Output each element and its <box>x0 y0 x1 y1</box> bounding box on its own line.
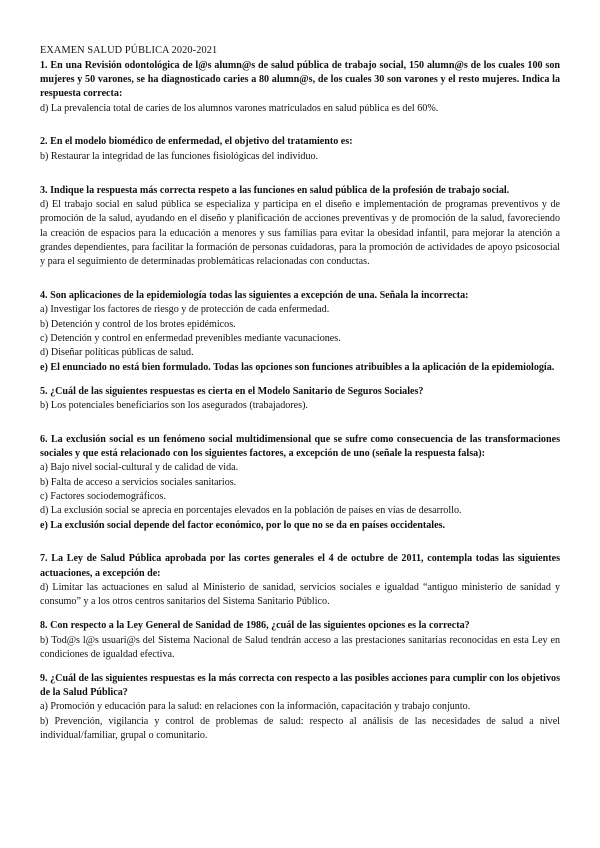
question-3 <box>40 184 560 270</box>
answer-text: b) Detención y control de los brotes epidémicos. <box>40 318 236 330</box>
question-2 <box>40 135 560 164</box>
answer-text: a) Bajo nivel social-cultural y de calidad de vida. <box>40 462 239 474</box>
answer-text: d) La exclusión social se aprecia en porcentajes elevados en la población de países en vías de desarrollo. <box>40 505 462 517</box>
answer-text: d) Limitar las actuaciones en salud al Ministerio de sanidad, servicios sociales e igualdad “antiguo ministerio de sanidad y consumo” y a los otros centros sanitarios del Sistema Sanitario Público. <box>40 582 560 608</box>
answer-text: d) El trabajo social en salud pública se especializa y participa en el diseño e implementación de programas preventivos y de promoción de la salud, ayudando en el diseño y planificación de acciones preventivas y de promoción de la salud, favoreciendo la creación de espacios para la educación a menores y sus familias para evitar la obesidad infantil, para mejorar la atención a grandes dependientes, para facilitar la formación de personas cuidadoras, para la promoción de actividades de apoyo psicosocial y para el seguimiento de determinadas problemáticas relacionadas con conductas. <box>40 198 560 268</box>
correct-answer-text: e) El enunciado no está bien formulado. Todas las opciones son funciones atribuibles a la aplicación de la epidemiología. <box>40 361 555 373</box>
answer-text: d) Diseñar políticas públicas de salud. <box>40 347 194 359</box>
question-4 <box>40 289 560 375</box>
question-9 <box>40 672 560 744</box>
question-text: 3. Indique la respuesta más correcta respeto a las funciones en salud pública de la profesión de trabajo social. <box>40 184 510 196</box>
question-7 <box>40 552 560 609</box>
question-text: 6. La exclusión social es un fenómeno social multidimensional que se sufre como consecuencia de las transformaciones sociales y que está relacionado con los siguientes factores, a excepción de uno (señale la respuesta falsa): <box>40 433 560 459</box>
question-8 <box>40 619 560 662</box>
answer-text: a) Promoción y educación para la salud: en relaciones con la información, capacitación y trabajo conjunto. <box>40 701 471 713</box>
answer-text: d) La prevalencia total de caries de los alumnos varones matriculados en salud pública es del 60%. <box>40 102 439 114</box>
answer-text: b) Falta de acceso a servicios sociales sanitarios. <box>40 476 237 488</box>
question-5 <box>40 385 560 414</box>
answer-text: b) Restaurar la integridad de las funciones fisiológicas del individuo. <box>40 150 319 162</box>
question-text: 9. ¿Cuál de las siguientes respuestas es la más correcta con respecto a las posibles acciones para cumplir con los objetivos de la Salud Pública? <box>40 672 560 699</box>
exam-title: EXAMEN SALUD PÚBLICA 2020-2021 <box>40 45 218 56</box>
answer-text: b) Los potenciales beneficiarios son los asegurados (trabajadores). <box>40 399 308 411</box>
answer-text: b) Tod@s l@s usuari@s del Sistema Nacional de Salud tendrán acceso a las prestaciones sanitarias reconocidas en esta Ley en condiciones de igualdad efectiva. <box>40 634 560 660</box>
question-text: 8. Con respecto a la Ley General de Sanidad de 1986, ¿cuál de las siguientes opciones es la correcta? <box>40 620 470 632</box>
answer-text: c) Factores sociodemográficos. <box>40 490 166 502</box>
question-6 <box>40 433 560 533</box>
correct-answer-text: e) La exclusión social depende del factor económico, por lo que no se da en países occidentales. <box>40 519 446 531</box>
question-text: 7. La Ley de Salud Pública aprobada por las cortes generales el 4 de octubre de 2011, contempla todas las siguientes actuaciones, a excepción de: <box>40 553 560 579</box>
question-text: 1. En una Revisión odontológica de l@s alumn@s de salud pública de trabajo social, 150 alumn@s de los cuales 100 son mujeres y 50 varones, se ha diagnosticado caries a 80 alumn@s, de los cuales 30 son varones y el resto mujeres. Indica la respuesta correcta: <box>40 59 560 100</box>
answer-text: c) Detención y control en enfermedad prevenibles mediante vacunaciones. <box>40 333 341 345</box>
question-text: 5. ¿Cuál de las siguientes respuestas es cierta en el Modelo Sanitario de Seguros Sociales? <box>40 385 424 397</box>
answer-text: b) Prevención, vigilancia y control de problemas de salud: respecto al análisis de las necesidades de salud a nivel individual/familiar, grupal o comunitario. <box>40 715 560 742</box>
answer-text: a) Investigar los factores de riesgo y de protección de cada enfermedad. <box>40 304 330 316</box>
question-1 <box>40 59 560 116</box>
question-text: 4. Son aplicaciones de la epidemiología todas las siguientes a excepción de una. Señala la incorrecta: <box>40 290 469 302</box>
question-text: 2. En el modelo biomédico de enfermedad, el objetivo del tratamiento es: <box>40 136 353 148</box>
